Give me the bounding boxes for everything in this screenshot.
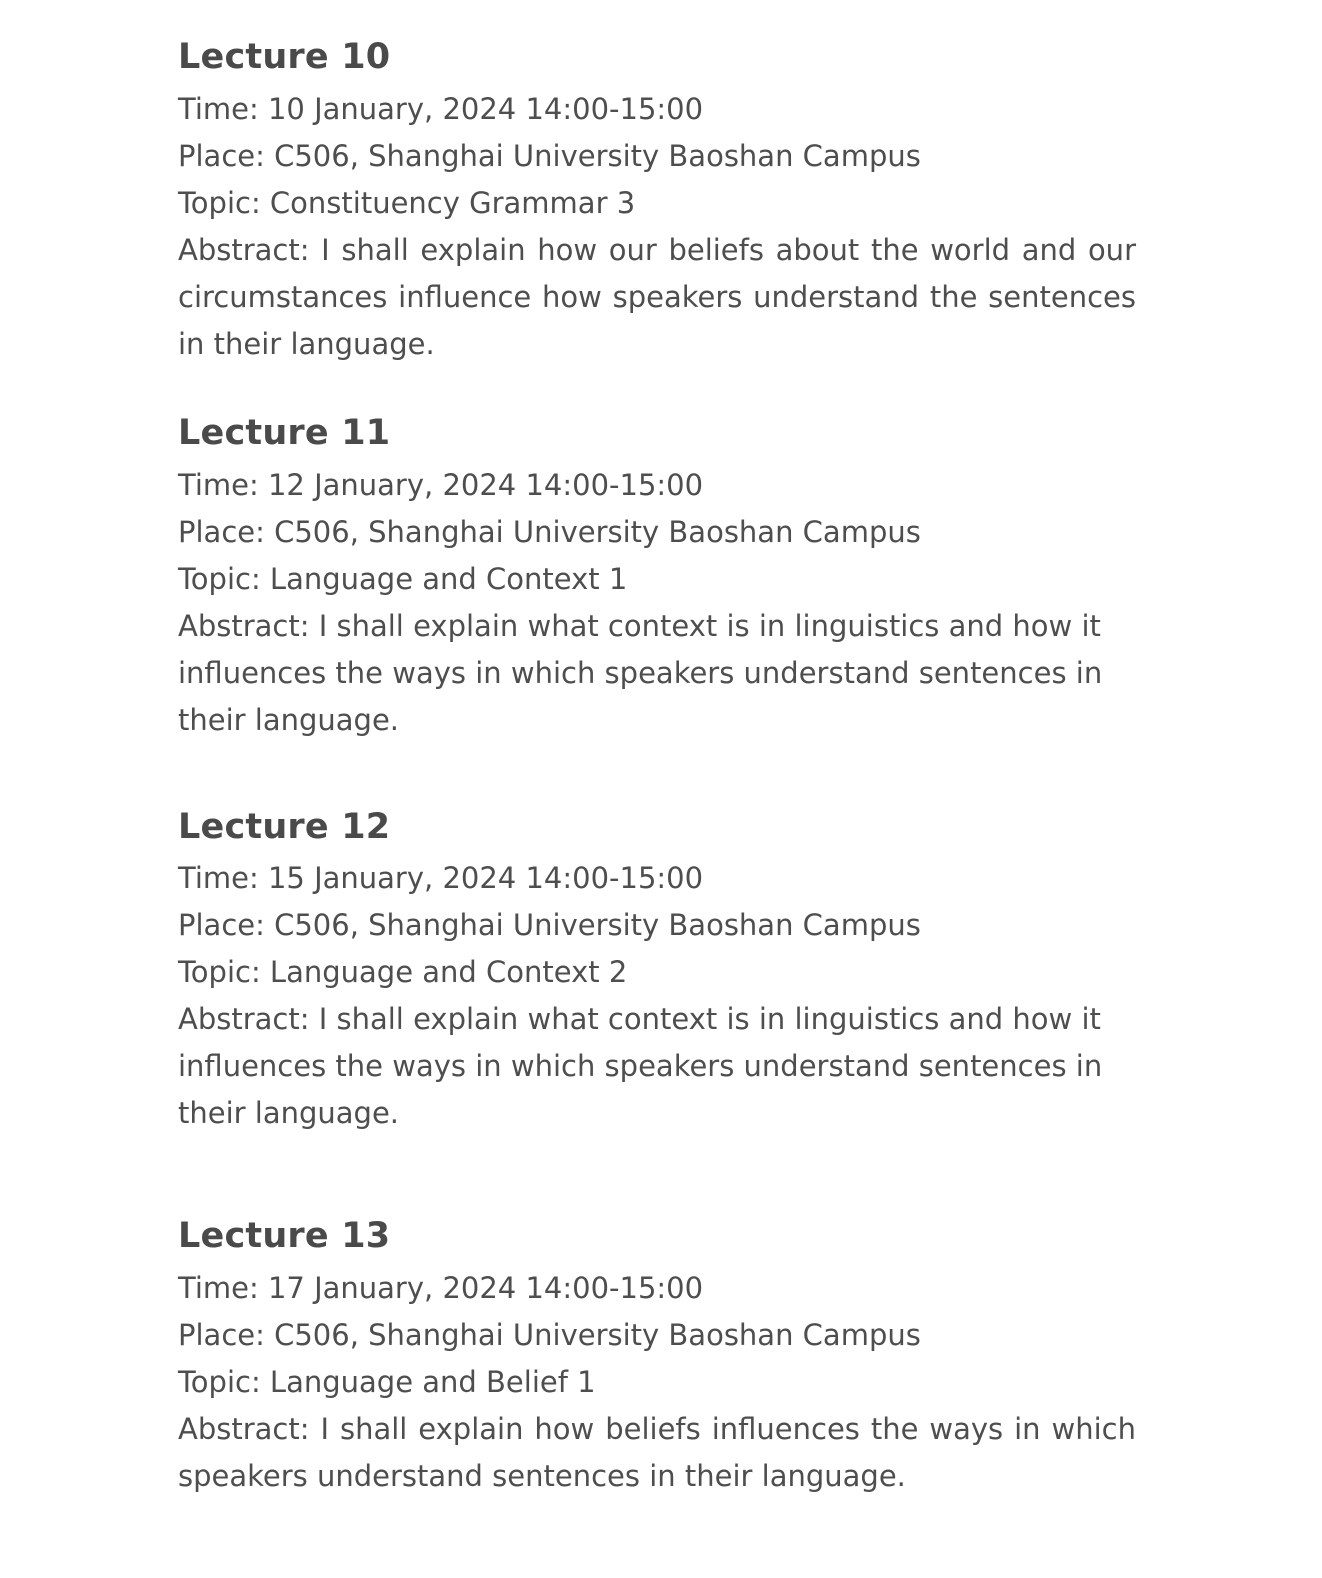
lecture-entry xyxy=(178,1215,1144,1500)
lecture-title: Lecture 12 xyxy=(178,806,391,847)
lecture-abstract: Abstract: I shall explain how our beliefs about the world and our circumstances influence how speakers understand the sentences in their language. xyxy=(178,232,1136,361)
lecture-title: Lecture 13 xyxy=(178,1216,391,1257)
lecture-time: Time: 17 January, 2024 14:00-15:00 xyxy=(178,1271,704,1305)
lecture-time: Time: 10 January, 2024 14:00-15:00 xyxy=(178,91,704,126)
lecture-abstract: Abstract: I shall explain what context is in linguistics and how it influences the ways in which speakers understand sentences in their language. xyxy=(178,608,1103,737)
lecture-title: Lecture 11 xyxy=(178,412,391,453)
lecture-entry xyxy=(178,806,1144,1138)
lecture-place: Place: C506, Shanghai University Baoshan Campus xyxy=(178,1318,921,1352)
spacer xyxy=(178,368,1144,412)
lecture-title: Lecture 10 xyxy=(178,37,391,77)
lecture-topic: Topic: Language and Belief 1 xyxy=(178,1365,596,1399)
lecture-entry xyxy=(178,412,1144,744)
spacer xyxy=(178,1137,1144,1215)
lecture-topic: Topic: Language and Context 1 xyxy=(178,561,628,596)
lecture-time: Time: 15 January, 2024 14:00-15:00 xyxy=(178,861,704,896)
lecture-entry xyxy=(178,36,1144,368)
lecture-abstract: Abstract: I shall explain how beliefs influences the ways in which speakers understand sentences in their language. xyxy=(178,1412,1136,1493)
lecture-time: Time: 12 January, 2024 14:00-15:00 xyxy=(178,467,704,502)
lecture-topic: Topic: Language and Context 2 xyxy=(178,955,628,990)
spacer xyxy=(178,744,1144,806)
lecture-abstract: Abstract: I shall explain what context is in linguistics and how it influences the ways in which speakers understand sentences in their language. xyxy=(178,1002,1103,1131)
lecture-place: Place: C506, Shanghai University Baoshan Campus xyxy=(178,514,921,549)
lecture-place: Place: C506, Shanghai University Baoshan Campus xyxy=(178,908,921,943)
lecture-topic: Topic: Constituency Grammar 3 xyxy=(178,185,636,220)
lecture-place: Place: C506, Shanghai University Baoshan Campus xyxy=(178,138,921,173)
